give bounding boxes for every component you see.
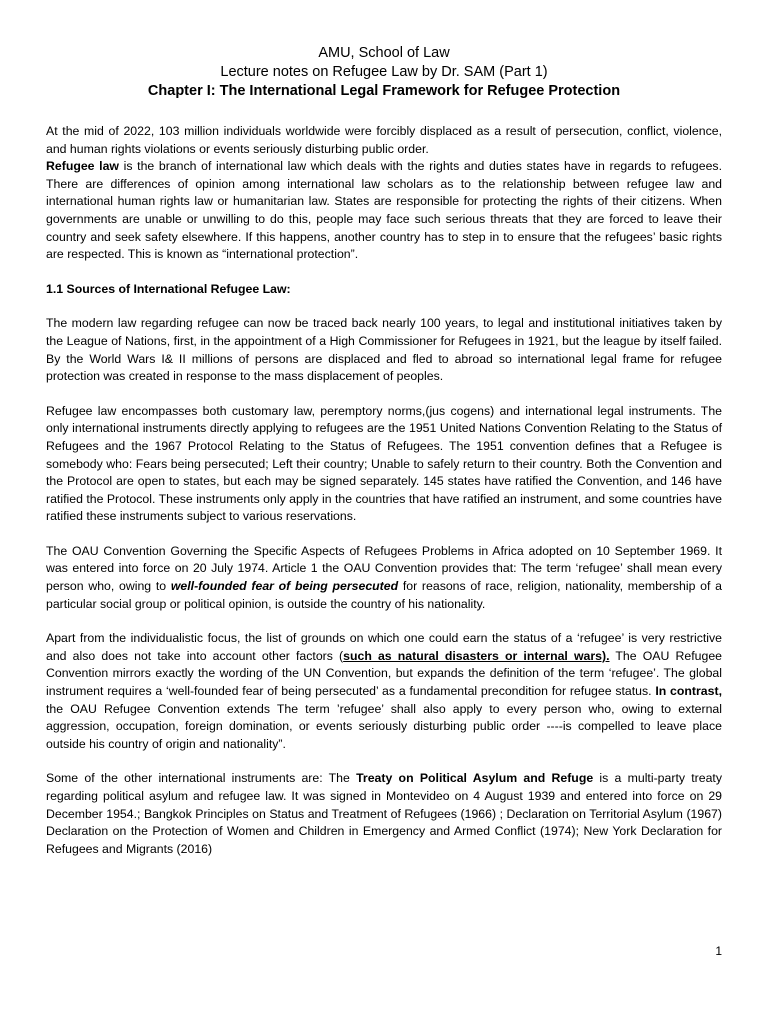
other-text-2: is a multi-party treaty regarding political asylum and refugee law. It was signed in Montevideo on 4 August 1939 and entered into force on 29 December 1954.; Bangkok Principles on Status and Treatment of Refugees (1966) ; Declaration on Territorial Asylum (1967) Declaration on the Protection of Women and Children in Emergency and Armed Conflict (1974); New York Declaration for Refugees and Migrants (2016) xyxy=(46,771,722,856)
document-page xyxy=(46,44,722,858)
page-number: 1 xyxy=(715,944,722,958)
apart-text-3: the OAU Refugee Convention extends The term ’refugee’ shall also apply to every person who, owing to external aggression, occupation, foreign domination, or events seriously disturbing public order ----is compelled to leave place outside his country of origin and nationality”. xyxy=(46,701,722,751)
treaty-name: Treaty on Political Asylum and Refuge xyxy=(356,771,594,786)
oau-paragraph xyxy=(46,543,722,613)
history-paragraph: The modern law regarding refugee can now be traced back nearly 100 years, to legal and institutional initiatives taken by the League of Nations, first, in the appointment of a High Commissioner for Refugees in 1921, but the league by itself failed. By the World Wars I& II millions of persons are displaced and fled to abroad so international legal frame for refugee protection was created in response to the mass displacement of peoples. xyxy=(46,316,722,384)
intro-text: At the mid of 2022, 103 million individuals worldwide were forcibly displaced as a result of persecution, conflict, violence, and human rights violations or events seriously disturbing public order. xyxy=(46,124,722,156)
apart-text-2: The OAU Refugee Convention mirrors exactly the wording of the UN Convention, but expands the definition of the term ‘refugee’. The global instrument requires a ‘well-founded fear of being persecuted’ as a fundamental precondition for refugee status. xyxy=(46,648,722,699)
institution-title: AMU, School of Law xyxy=(318,45,450,61)
oau-text-2: for reasons of race, religion, nationality, membership of a particular social group or political opinion, is outside the country of his nationality. xyxy=(46,579,722,611)
apart-contrast: In contrast, xyxy=(655,684,722,699)
apart-paragraph xyxy=(46,630,722,753)
chapter-title: Chapter I: The International Legal Framework for Refugee Protection xyxy=(147,83,621,99)
apart-emphasis: such as natural disasters or internal wars). xyxy=(343,648,610,663)
intro-paragraph xyxy=(46,123,722,264)
refugee-law-term: Refugee law xyxy=(46,159,119,174)
oau-emphasis: well-founded fear of being persecuted xyxy=(170,579,399,594)
lecture-subtitle: Lecture notes on Refugee Law by Dr. SAM (Part 1) xyxy=(220,64,548,80)
instruments-paragraph: Refugee law encompasses both customary law, peremptory norms,(jus cogens) and international legal instruments. The only international instruments directly applying to refugees are the 1951 United Nations Convention Relating to the Status of Refugees and the 1967 Protocol Relating to the Status of Refugees. The 1951 convention defines that a Refugee is somebody who: Fears being persecuted; Left their country; Unable to safely return to their country. Both the Convention and the Protocol are open to states, but each may be signed separately. 145 states have ratified the Convention, and 146 have ratified the Protocol. These instruments only apply in the countries that have ratified an instrument, and some countries have ratified these instruments subject to various reservations. xyxy=(46,403,722,524)
apart-text-1: Apart from the individualistic focus, the list of grounds on which one could earn the status of a ‘refugee’ is very restrictive and also does not take into account other factors ( xyxy=(46,631,722,663)
section-heading: 1.1 Sources of International Refugee Law: xyxy=(46,281,291,296)
refugee-law-definition: is the branch of international law which deals with the rights and duties states have in regards to refugees. There are differences of opinion among international law scholars as to the relationship between refugee law and international human rights law or humanitarian law. States are responsible for protecting the rights of their citizens. When governments are unable or unwilling to do this, people may face such serious threats that they are forced to leave their country and seek safety elsewhere. If this happens, another country has to step in to ensure that the refugees’ basic rights are respected. This is known as “international protection”. xyxy=(46,159,722,262)
other-text-1: Some of the other international instruments are: The xyxy=(46,771,357,786)
other-instruments-paragraph xyxy=(46,770,722,858)
oau-text-1: The OAU Convention Governing the Specific Aspects of Refugees Problems in Africa adopted on 10 September 1969. It was entered into force on 20 July 1974. Article 1 the OAU Convention provides that: The term ‘refugee’ shall mean every person who, owing to xyxy=(46,543,722,594)
